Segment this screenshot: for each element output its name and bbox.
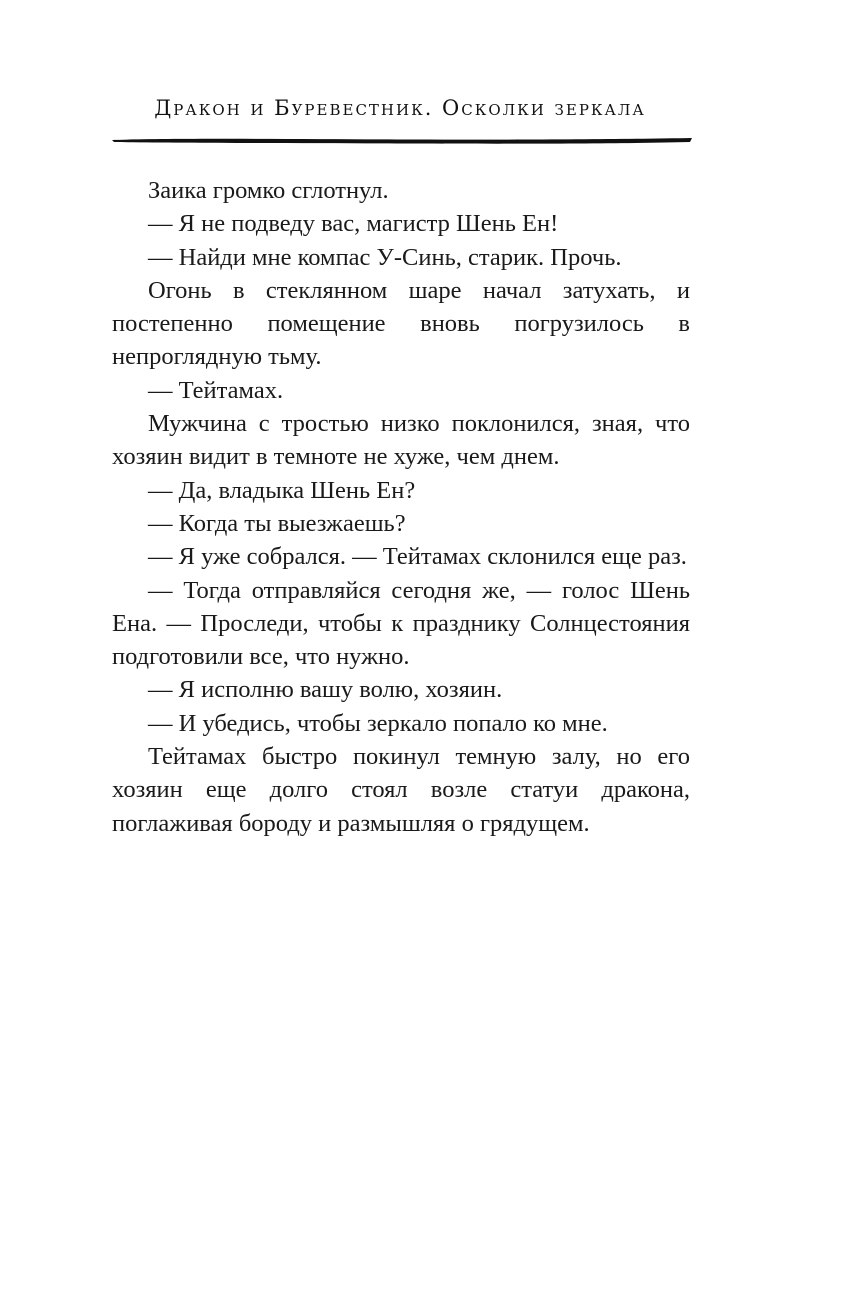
running-header: Дракон и Буревестник. Осколки зеркала: [154, 96, 646, 120]
paragraph: — Я уже собрался. — Тейтамах склонился еще раз.: [148, 543, 687, 571]
paragraph: — Тейтамах.: [148, 376, 284, 404]
paragraph: Заика громко сглотнул.: [148, 177, 389, 204]
paragraph: — Да, владыка Шень Ен?: [148, 476, 416, 504]
paragraph: — Тогда отправляйся сегодня же, — голос Шень Ена. — Проследи, чтобы к празднику Солнцестояния подготовили все, что нужно.: [112, 576, 690, 671]
paragraph: — Найди мне компас У-Синь, старик. Прочь.: [148, 243, 622, 271]
paragraph: — И убедись, чтобы зеркало попало ко мне.: [148, 709, 608, 737]
paragraph: — Я не подведу вас, магистр Шень Ен!: [148, 210, 559, 238]
body-text: [112, 174, 690, 840]
paragraph: Тейтамах быстро покинул темную залу, но его хозяин еще долго стоял возле статуи дракона, поглаживая бороду и размышляя о грядущем.: [112, 743, 690, 837]
paragraph: — Я исполню вашу волю, хозяин.: [148, 676, 503, 704]
paragraph: — Когда ты выезжаешь?: [148, 509, 406, 537]
paragraph: Мужчина с тростью низко поклонился, зная, что хозяин видит в темноте не хуже, чем днем.: [112, 410, 690, 471]
paragraph: Огонь в стеклянном шаре начал затухать, и постепенно помещение вновь погрузилось в непроглядную тьму.: [112, 276, 690, 371]
header-rule: [112, 136, 692, 146]
